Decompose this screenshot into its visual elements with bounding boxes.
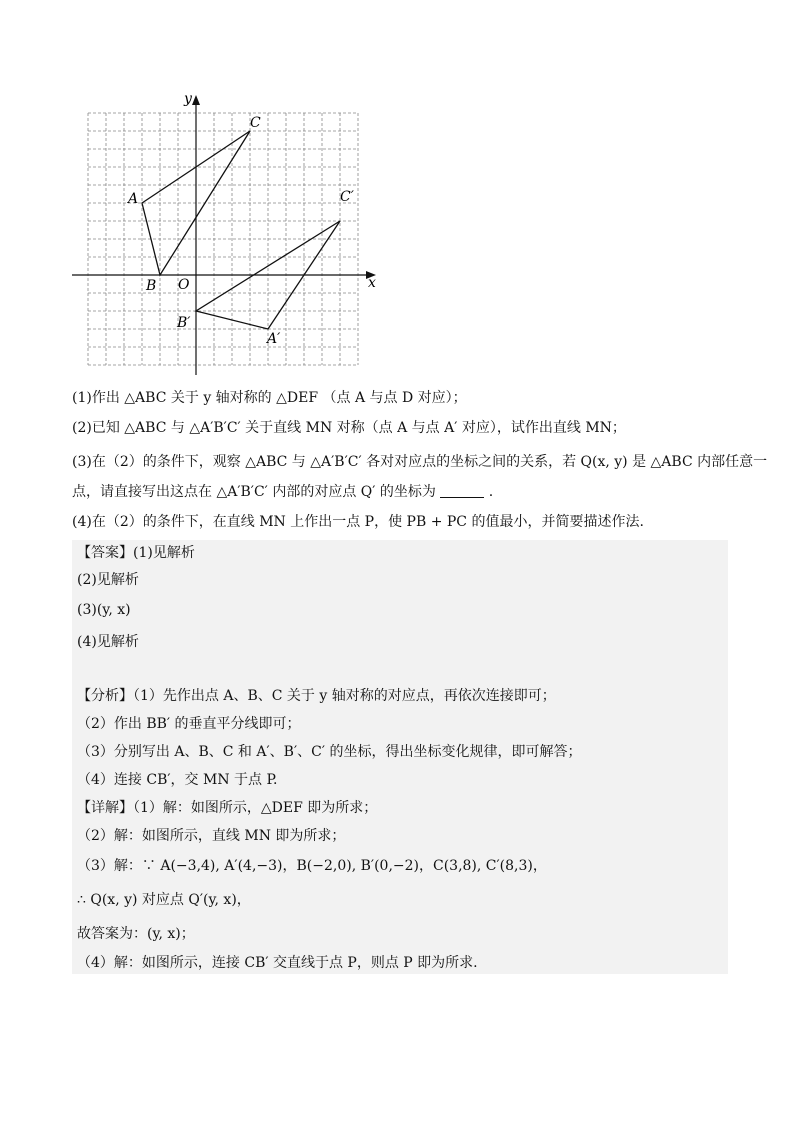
answer-line-1: 【答案】(1)见解析 xyxy=(77,545,195,561)
analysis-line-3: （3）分别写出 A、B、C 和 A′、B′、C′ 的坐标，得出坐标变化规律，即可解答； xyxy=(77,744,582,760)
question-3-line-1: (3)在（2）的条件下，观察 △ABC 与 △A′B′C′ 各对对应点的坐标之间的关系，若 Q(x, y) 是 △ABC 内部任意一 xyxy=(72,454,768,470)
question-2: (2)已知 △ABC 与 △A′B′C′ 关于直线 MN 对称（点 A 与点 A′ 对应），试作出直线 MN； xyxy=(72,420,626,436)
analysis-line-4: （4）连接 CB′，交 MN 于点 P. xyxy=(77,772,278,788)
point-b-label: B xyxy=(146,278,157,294)
answer-line-4: (4)见解析 xyxy=(77,634,139,650)
question-1: (1)作出 △ABC 关于 y 轴对称的 △DEF （点 A 与点 D 对应）； xyxy=(72,390,467,406)
y-axis xyxy=(192,95,200,375)
detail-line-1: 【详解】（1）解：如图所示，△DEF 即为所求； xyxy=(77,800,378,816)
point-c-label: C xyxy=(250,115,261,131)
point-b1-label: B′ xyxy=(177,315,191,331)
coordinate-figure xyxy=(60,85,390,385)
detail-line-2: （2）解：如图所示，直线 MN 即为所求； xyxy=(77,828,346,844)
detail-line-3: （3）解：∵ A(−3,4), A′(4,−3)，B(−2,0), B′(0,−2)，C(3,8), C′(8,3)， xyxy=(77,858,547,874)
x-axis xyxy=(72,271,376,279)
detail-line-6: （4）解：如图所示，连接 CB′ 交直线于点 P，则点 P 即为所求. xyxy=(77,955,478,971)
point-c1-label: C′ xyxy=(340,189,354,205)
answer-line-3: (3)(y, x) xyxy=(77,602,131,618)
dashed-grid xyxy=(88,113,358,365)
question-4: (4)在（2）的条件下，在直线 MN 上作出一点 P，使 PB + PC 的值最小，并简要描述作法. xyxy=(72,514,644,530)
y-axis-label: y xyxy=(184,91,192,107)
answer-line-2: (2)见解析 xyxy=(77,572,139,588)
analysis-line-1: 【分析】（1）先作出点 A、B、C 关于 y 轴对称的对应点，再依次连接即可； xyxy=(77,688,556,704)
x-axis-label: x xyxy=(368,275,376,291)
point-a1-label: A′ xyxy=(267,331,281,347)
detail-line-4: ∴ Q(x, y) 对应点 Q′(y, x)， xyxy=(77,892,251,908)
detail-line-5: 故答案为：(y, x)； xyxy=(77,926,195,942)
origin-label: O xyxy=(178,277,190,293)
answer-blank xyxy=(440,483,484,498)
point-a-label: A xyxy=(128,191,139,207)
question-3-line-2 xyxy=(72,482,493,502)
question-3-end: . xyxy=(488,484,494,500)
analysis-line-2: （2）作出 BB′ 的垂直平分线即可； xyxy=(77,716,301,732)
question-3-text: 点，请直接写出这点在 △A′B′C′ 内部的对应点 Q′ 的坐标为 xyxy=(72,484,436,500)
